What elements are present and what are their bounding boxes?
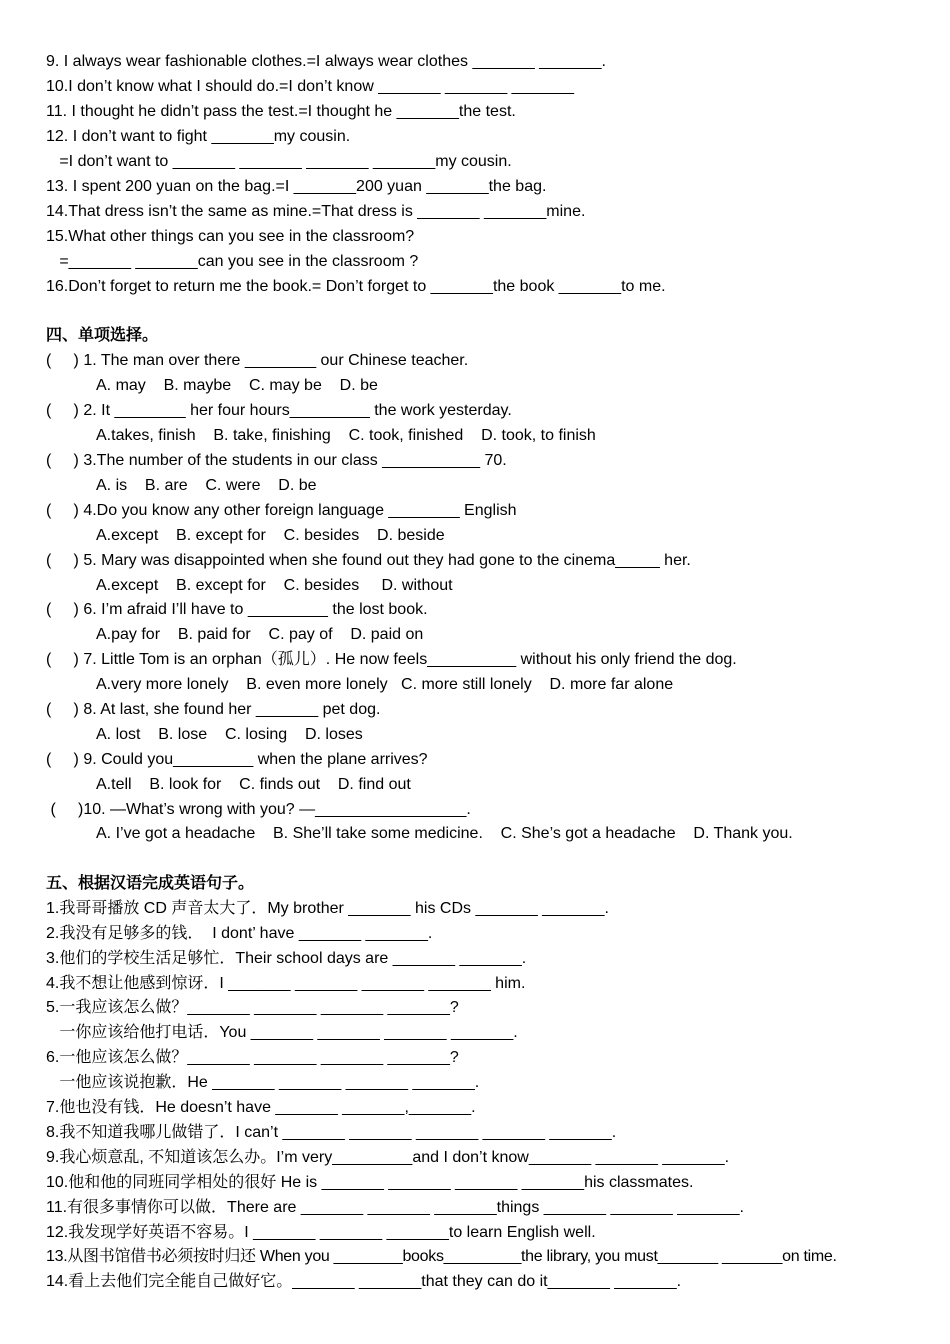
answer-options: A.except B. except for C. besides D. beside xyxy=(96,527,445,544)
answer-options: A.takes, finish B. take, finishing C. took, finished D. took, to finish xyxy=(96,427,596,444)
translation-item: 一你应该给他打电话．You _______ _______ _______ _______. xyxy=(46,1024,518,1041)
answer-options: A. is B. are C. were D. be xyxy=(96,477,317,494)
question-stem: ( ) 9. Could you_________ when the plane arrives? xyxy=(46,751,428,768)
sentence-transform-item: 12. I don’t want to fight _______my cousin. xyxy=(46,128,351,145)
translation-item: 9.我心烦意乱, 不知道该怎么办。I’m very_________and I don’t know_______ _______ _______. xyxy=(46,1149,730,1166)
sentence-transform-item: 10.I don’t know what I should do.=I don’t know _______ _______ _______ xyxy=(46,78,574,95)
answer-options: A.very more lonely B. even more lonely C. more still lonely D. more far alone xyxy=(96,676,674,693)
translation-item: 6.一他应该怎么做？_______ _______ _______ _______? xyxy=(46,1049,459,1066)
translation-item: 5.一我应该怎么做？_______ _______ _______ _______? xyxy=(46,999,459,1016)
question-stem: ( ) 3.The number of the students in our class ___________ 70. xyxy=(46,452,507,469)
translation-item: 3.他们的学校生活足够忙．Their school days are _______ _______. xyxy=(46,950,527,967)
answer-options: A.tell B. look for C. finds out D. find out xyxy=(96,776,411,793)
translation-item: 一他应该说抱歉．He _______ _______ _______ _______. xyxy=(46,1074,480,1091)
answer-options: A. I’ve got a headache B. She’ll take some medicine. C. She’s got a headache D. Thank you. xyxy=(96,825,793,842)
question-stem: ( ) 6. I’m afraid I’ll have to _________ the lost book. xyxy=(46,601,428,618)
translation-item: 4.我不想让他感到惊讶．I _______ _______ _______ _______ him. xyxy=(46,975,526,992)
question-stem: ( ) 1. The man over there ________ our Chinese teacher. xyxy=(46,352,469,369)
translation-item: 11.有很多事情你可以做．There are _______ _______ _______things _______ _______ _______. xyxy=(46,1199,744,1216)
question-stem: ( ) 7. Little Tom is an orphan（孤儿）. He now feels__________ without his only friend the dog. xyxy=(46,651,737,668)
translation-item: 12.我发现学好英语不容易。I _______ _______ _______to learn English well. xyxy=(46,1224,596,1241)
translation-item: 10.他和他的同班同学相处的很好 He is _______ _______ _______ _______his classmates. xyxy=(46,1174,694,1191)
sentence-transform-item: =_______ _______can you see in the classroom ? xyxy=(46,253,419,270)
answer-options: A. may B. maybe C. may be D. be xyxy=(96,377,378,394)
answer-options: A.except B. except for C. besides D. without xyxy=(96,577,453,594)
sentence-transform-item: 9. I always wear fashionable clothes.=I always wear clothes _______ _______. xyxy=(46,53,606,70)
translation-item: 7.他也没有钱．He doesn’t have _______ _______,_______. xyxy=(46,1099,476,1116)
question-stem: ( ) 5. Mary was disappointed when she found out they had gone to the cinema_____ her. xyxy=(46,552,691,569)
sentence-transform-item: 14.That dress isn’t the same as mine.=That dress is _______ _______mine. xyxy=(46,203,586,220)
translation-item: 8.我不知道我哪儿做错了．I can’t _______ _______ _______ _______ _______. xyxy=(46,1124,617,1141)
question-stem: ( )10. —What’s wrong with you? —_________________. xyxy=(46,801,471,818)
question-stem: ( ) 8. At last, she found her _______ pet dog. xyxy=(46,701,381,718)
sentence-transform-item: 15.What other things can you see in the classroom? xyxy=(46,228,415,245)
sentence-transform-item: 11. I thought he didn’t pass the test.=I thought he _______the test. xyxy=(46,103,516,120)
sentence-transform-item: =I don’t want to _______ _______ _______ _______my cousin. xyxy=(46,153,512,170)
translation-item: 13.从图书馆借书必须按时归还 When you ________books_________the library, you must_______ _______on time. xyxy=(46,1248,837,1265)
sentence-transform-item: 16.Don’t forget to return me the book.= Don’t forget to _______the book _______to me. xyxy=(46,278,666,295)
sentence-transform-item: 13. I spent 200 yuan on the bag.=I _______200 yuan _______the bag. xyxy=(46,178,547,195)
section-heading-translation: 五、根据汉语完成英语句子。 xyxy=(46,875,255,892)
translation-item: 2.我没有足够多的钱． I dont’ have _______ _______. xyxy=(46,925,433,942)
translation-item: 14.看上去他们完全能自己做好它。_______ _______that they can do it_______ _______. xyxy=(46,1273,682,1290)
answer-options: A.pay for B. paid for C. pay of D. paid on xyxy=(96,626,424,643)
translation-item: 1.我哥哥播放 CD 声音太大了．My brother _______ his CDs _______ _______. xyxy=(46,900,609,917)
question-stem: ( ) 2. It ________ her four hours_________ the work yesterday. xyxy=(46,402,512,419)
section-heading-multiple-choice: 四、单项选择。 xyxy=(46,327,159,344)
question-stem: ( ) 4.Do you know any other foreign language ________ English xyxy=(46,502,517,519)
answer-options: A. lost B. lose C. losing D. loses xyxy=(96,726,363,743)
